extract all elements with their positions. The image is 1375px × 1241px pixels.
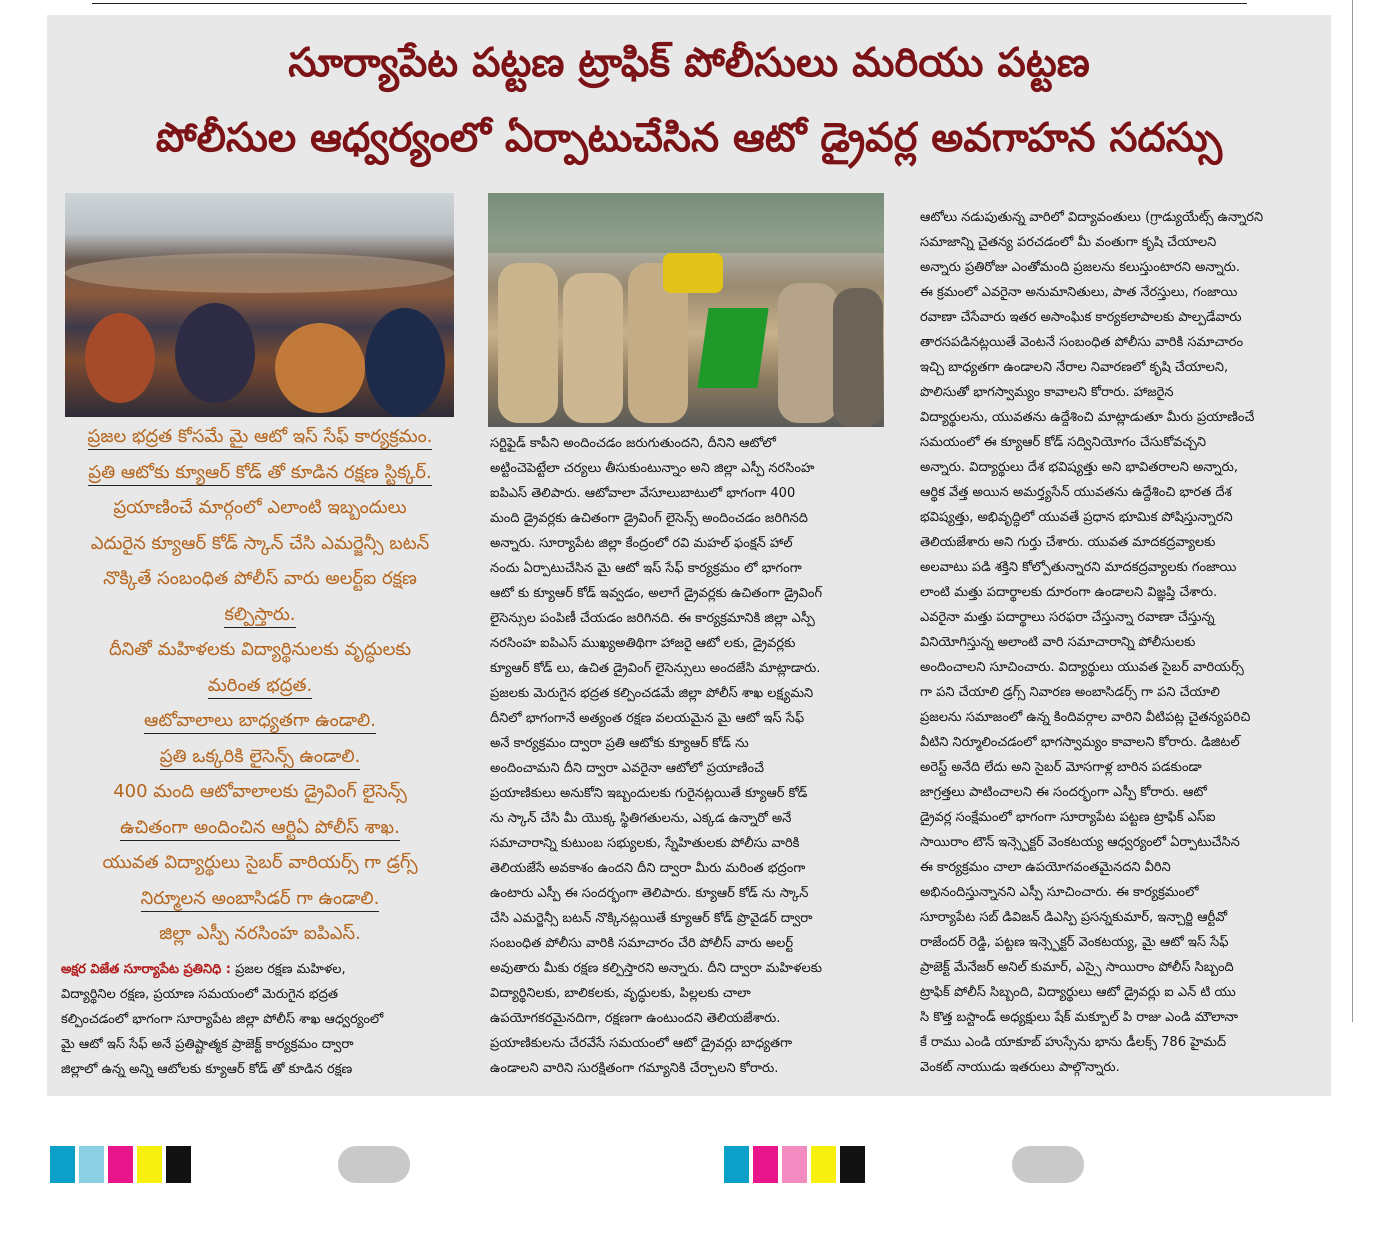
top-rule xyxy=(92,3,1247,4)
article-line: నందు ఏర్పాటుచేసిన మై ఆటో ఇస్ సేఫ్ కార్యక్రమం లో భాగంగా xyxy=(490,561,802,576)
article-line: విద్యార్థినిల రక్షణ, ప్రయాణ సమయంలో మెరుగైన భద్రత xyxy=(61,987,338,1002)
article-line: గా పని చేయాలి డ్రగ్స్ నివారణ అంబాసిడర్స్ గా పని చేయాలి xyxy=(920,685,1220,700)
caption-line: దీనితో మహిళలకు విద్యార్థినులకు వృద్ధులకు xyxy=(108,639,412,660)
article-line: అన్నారు. విద్యార్థులు దేశ భవిష్యత్తు అని భావితరాలని అన్నారు, xyxy=(920,460,1238,475)
article-line: ఆర్థిక వేత్త అయిన అమర్త్యసేన్ యువతను ఉద్దేశించి భారత దేశ xyxy=(920,485,1232,500)
article-line: మై ఆటో ఇస్ సేఫ్ అనే ప్రతిష్టాత్మక ప్రాజెక్ట్ కార్యక్రమం ద్వారా xyxy=(61,1037,354,1052)
article-line: సంబంధిత పోలీసు వారికి సమాచారం చేరి పోలీస్ వారు అలర్ట్ xyxy=(490,936,794,951)
article-line: ప్రజలకు మెరుగైన భద్రత కల్పించడమే జిల్లా పోలీస్ శాఖ లక్ష్యమని xyxy=(490,686,814,701)
article-column-2 xyxy=(490,431,883,1081)
article-line: డ్రైవర్ల సంక్షేమంలో భాగంగా సూర్యాపేట పట్టణ ట్రాఫిక్ ఎస్ఐ xyxy=(920,810,1216,825)
color-swatch xyxy=(753,1146,778,1183)
article-line: చేసి ఎమర్జెన్సీ బటన్ నొక్కినట్లయితే క్యూఆర్ కోడ్ ప్రొవైడర్ ద్వారా xyxy=(490,911,813,926)
article-line: అరెస్ట్ అనేది లేదు అని సైబర్ మోసగాళ్ల బారిన పడకుండా xyxy=(920,760,1202,775)
article-line: ఈ క్రమంలో ఎవరైనా అనుమానితులు, పాత నేరస్తులు, గంజాయి xyxy=(920,285,1238,300)
article-line: సూర్యాపేట సబ్ డివిజన్ డిఎస్పి ప్రసన్నకుమార్, ఇన్చార్జి ఆర్టీవో xyxy=(920,910,1228,925)
flag-off-photo xyxy=(488,193,884,427)
article-line: తారసపడినట్లయితే వెంటనే సంబంధిత పోలీసు వారికి సమాచారం xyxy=(920,335,1244,350)
article-line: జిల్లాలో ఉన్న అన్ని ఆటోలకు క్యూఆర్ కోడ్ తో కూడిన రక్షణ xyxy=(61,1062,353,1077)
article-line: అవుతారు మీకు రక్షణ కల్పిస్తారని అన్నారు. దీని ద్వారా మహిళలకు xyxy=(490,961,822,976)
article-line: వీటిని నిర్మూలించడంలో భాగస్వామ్యం కావాలని కోరారు. డిజిటల్ xyxy=(920,735,1240,750)
registration-pill-right xyxy=(1012,1146,1084,1183)
caption-line: ఎదురైన క్యూఆర్ కోడ్ స్కాన్ చేసి ఎమర్జెన్సీ బటన్ xyxy=(90,532,430,554)
article-line: మంది డ్రైవర్లకు ఉచితంగా డ్రైవింగ్ లైసెన్స్ అందించడం జరిగినది xyxy=(490,511,808,526)
article-line: అనే కార్యక్రమం ద్వారా ప్రతి ఆటోకు క్యూఆర్ కోడ్ ను xyxy=(490,736,749,751)
article-line: ఉంటారు ఎస్పీ ఈ సందర్భంగా తెలిపారు. క్యూఆర్ కోడ్ ను స్కాన్ xyxy=(490,886,809,901)
article-line: వినియోగిస్తున్న అలాంటి వారి సమాచారాన్ని పోలీసులకు xyxy=(920,635,1196,650)
article-line: ప్రయాణికులను చేరవేసే సమయంలో ఆటో డ్రైవర్లు బాధ్యతగా xyxy=(490,1036,793,1051)
article-panel xyxy=(47,15,1331,1096)
caption-line: ప్రయాణించే మార్గంలో ఎలాంటి ఇబ్బందులు xyxy=(113,497,407,518)
article-line: తెలియజేశారు అని గుర్తు చేశారు. యువత మాదకద్రవ్యాలకు xyxy=(920,535,1216,550)
article-line: పొలిసుతో భాగస్వామ్యం కావాలని కోరారు. హాజరైన xyxy=(920,385,1174,400)
article-line: సాయిరాం టౌన్ ఇన్స్పెక్టర్ వెంకటయ్య ఆధ్వర్యంలో ఏర్పాటుచేసిన xyxy=(920,835,1240,850)
article-line: సమాజాన్ని చైతన్య పరచడంలో మీ వంతుగా కృషి చేయాలని xyxy=(920,235,1217,250)
article-line: విద్యార్థులను, యువతను ఉద్దేశించి మాట్లాడుతూ మీరు ప్రయాణించే xyxy=(920,410,1255,425)
article-line: ఇచ్చి బాధ్యతగా ఉండాలని నేరాల నివారణలో కృషి చేయాలని, xyxy=(920,360,1229,375)
highlight-captions xyxy=(61,419,459,952)
caption-line: ఆటోవాలాలు బాధ్యతగా ఉండాలి. xyxy=(61,703,459,739)
green-flag xyxy=(697,308,768,388)
caption-line: నిర్మూలన అంబాసిడర్ గా ఉండాలి. xyxy=(61,881,459,917)
caption-line: నొక్కితే సంబంధిత పోలీస్ వారు అలర్ట్ఐ రక్షణ xyxy=(103,568,417,589)
caption-line: కల్పిస్తారు. xyxy=(61,597,459,633)
article-line: ఆటోలు నడుపుతున్న వారిలో విద్యావంతులు (గ్రాడ్యుయేట్స్ ఉన్నారని xyxy=(920,210,1264,225)
color-swatch xyxy=(811,1146,836,1183)
article-column-3 xyxy=(920,205,1316,1080)
article-line: వెంకట్ నాయుడు ఇతరులు పాల్గొన్నారు. xyxy=(920,1060,1120,1075)
caption-line: జిల్లా ఎస్పీ నరసింహ ఐపిఎస్. xyxy=(159,923,361,944)
article-line: అందించాలని సూచించారు. విద్యార్థులు యువత సైబర్ వారియర్స్ xyxy=(920,660,1244,675)
color-swatch xyxy=(724,1146,749,1183)
article-line: సమయంలో ఈ క్యూఆర్ కోడ్ సద్వినియోగం చేసుకోవచ్చని xyxy=(920,435,1206,450)
article-line: ట్రాఫిక్ పోలీస్ సిబ్బంది, విద్యార్థులు ఆటో డ్రైవర్లు ఐ ఎన్ టి యు xyxy=(920,985,1236,1000)
article-line: అన్నారు. సూర్యాపేట జిల్లా కేంద్రంలో రవి మహల్ ఫంక్షన్ హాల్ xyxy=(490,536,793,551)
article-line: కే రాము ఎండి యాకూబ్ హుస్సేను భాను డీలక్స్ 786 హైమద్ xyxy=(920,1035,1227,1050)
caption-line: 400 మంది ఆటోవాలాలకు డ్రైవింగ్ లైసెన్స్ xyxy=(113,781,407,802)
article-line: అందించామని దీని ద్వారా ఎవరైనా ఆటోలో ప్రయాణించే xyxy=(490,761,765,776)
article-line: క్యూఆర్ కోడ్ లు, ఉచిత డ్రైవింగ్ లైసెన్సులు అందజేసి మాట్లాడారు. xyxy=(490,661,821,676)
article-line: లైసెన్సుల పంపిణీ చేయడం జరిగినది. ఈ కార్యక్రమానికి జిల్లా ఎస్పీ xyxy=(490,611,815,626)
article-line: భవిష్యత్తు, అభివృద్ధిలో యువతే ప్రధాన భూమిక పోషిస్తున్నారని xyxy=(920,510,1233,525)
article-line: అన్నారు ప్రతిరోజు ఎంతోమంది ప్రజలను కలుస్తుంటారని అన్నారు. xyxy=(920,260,1241,275)
article-line: ప్రాజెక్ట్ మేనేజర్ అనిల్ కుమార్, ఎస్సై సాయిరాం పోలీస్ సిబ్బంది xyxy=(920,960,1234,975)
caption-line: ప్రజల భద్రత కోసమే మై ఆటో ఇస్ సేఫ్ కార్యక్రమం. xyxy=(61,419,459,455)
article-line: రాజేందర్ రెడ్డి, పట్టణ ఇన్స్పెక్టర్ వెంకటయ్య, మై ఆటో ఇస్ సేఫ్ xyxy=(920,935,1229,950)
article-line: జాగ్రత్తలు పాటించాలని ఈ సందర్భంగా ఎస్పీ కోరారు. ఆటో xyxy=(920,785,1207,800)
dateline: అక్షర విజేత సూర్యాపేట ప్రతినిధి : xyxy=(61,962,231,977)
page-edge-rule xyxy=(1352,0,1353,1022)
article-line: రవాణా చేసేవారు ఇతర అసాంఘిక కార్యకలాపాలకు పాల్పడేవారు xyxy=(920,310,1242,325)
caption-line: ఉచితంగా అందించిన ఆర్టిఏ పోలీస్ శాఖ. xyxy=(61,810,459,846)
article-line: ఎవరైనా మత్తు పదార్థాలు సరఫరా చేస్తున్నా రవాణా చేస్తున్న xyxy=(920,610,1215,625)
color-swatch xyxy=(840,1146,865,1183)
article-line: దీనిలో భాగంగానే అత్యంత రక్షణ వలయమైన మై ఆటో ఇస్ సేఫ్ xyxy=(490,711,805,726)
article-line: అలవాటు పడి శక్తిని కోల్పోతున్నారని మాదకద్రవ్యాలకు గంజాయి xyxy=(920,560,1237,575)
article-line: సమాచారాన్ని కుటుంబ సభ్యులకు, స్నేహితులకు పోలీసు వారికి xyxy=(490,836,800,851)
article-line: అట్టించెపెట్టేలా చర్యలు తీసుకుంటున్నాం అని జిల్లా ఎస్పీ నరసింహ xyxy=(490,461,815,476)
article-line: ఈ కార్యక్రమం చాలా ఉపయోగవంతమైనదని వీరిని xyxy=(920,860,1171,875)
color-swatch xyxy=(166,1146,191,1183)
color-swatch xyxy=(108,1146,133,1183)
color-swatch xyxy=(782,1146,807,1183)
article-line: ను స్కాన్ చేసి మీ యొక్క స్థితిగతులను, ఎక్కడ ఉన్నారో అనే xyxy=(490,811,792,826)
article-line: ఆటో కు క్యూఆర్ కోడ్ ఇవ్వడం, అలాగే డ్రైవర్లకు ఉచితంగా డ్రైవింగ్ xyxy=(490,586,823,601)
article-line: నరసింహ ఐపిఎస్ ముఖ్యఅతిథిగా హాజరై ఆటో లకు, డ్రైవర్లకు xyxy=(490,636,796,651)
audience-photo xyxy=(65,193,454,417)
article-line: విద్యార్థినిలకు, బాలికలకు, వృద్ధులకు, పిల్లలకు చాలా xyxy=(490,986,751,1001)
color-swatch xyxy=(137,1146,162,1183)
headline-line-1: సూర్యాపేట పట్టణ ట్రాఫిక్ పోలీసులు మరియు పట్టణ xyxy=(288,40,1090,86)
article-line: తెలియజేసే అవకాశం ఉందని దీని ద్వారా మీరు మరింత భద్రంగా xyxy=(490,861,806,876)
article-line: సర్టిఫైడ్ కాపీని అందించడం జరుగుతుందని, దీనిని ఆటోలో xyxy=(490,436,776,451)
caption-line: మరింత భద్రత. xyxy=(61,668,459,704)
article-line: ఐపిఎస్ తెలిపారు. ఆటోవాలా వేసూలుబాటులో భాగంగా 400 xyxy=(490,486,796,501)
article-line: ఉపయోగకరమైనదిగా, రక్షణగా ఉంటుందని తెలియజేశారు. xyxy=(490,1011,781,1026)
article-line: అక్షర విజేత సూర్యాపేట ప్రతినిధి : ప్రజల రక్షణ మహిళల, xyxy=(61,962,346,977)
article-line: కల్పించడంలో భాగంగా సూర్యాపేట జిల్లా పోలీస్ శాఖ ఆధ్వర్యంలో xyxy=(61,1012,384,1027)
article-line: ఉండాలని వారిని సురక్షితంగా గమ్యానికి చేర్చాలని కోరారు. xyxy=(490,1061,779,1076)
article-line: సి కొత్త బస్టాండ్ అధ్యక్షులు షేక్ మక్బూల్ పి రాజు ఎండి మౌలానా xyxy=(920,1010,1238,1025)
headline-line-2: పోలీసుల ఆధ్వర్యంలో ఏర్పాటుచేసిన ఆటో డ్రైవర్ల అవగాహన సదస్సు xyxy=(155,115,1223,161)
registration-pill-left xyxy=(338,1146,410,1183)
caption-line: ప్రతి ఒక్కరికి లైసెన్స్ ఉండాలి. xyxy=(61,739,459,775)
article-line: అభినందిస్తున్నానని ఎస్పీ సూచించారు. ఈ కార్యక్రమంలో xyxy=(920,885,1199,900)
article-line: లాంటి మత్తు పదార్థాలకు దూరంగా ఉండాలని విజ్ఞప్తి చేశారు. xyxy=(920,585,1218,600)
color-swatch xyxy=(50,1146,75,1183)
article-line: ప్రజలను సమాజంలో ఉన్న కిందివర్గాల వారిని వీటిపట్ల చైతన్యపరిచి xyxy=(920,710,1251,725)
article-column-1 xyxy=(61,957,457,1082)
color-swatch xyxy=(79,1146,104,1183)
caption-line: ప్రతి ఆటోకు క్యూఆర్ కోడ్ తో కూడిన రక్షణ స్టిక్కర్. xyxy=(61,455,459,491)
caption-line: యువత విద్యార్థులు సైబర్ వారియర్స్ గా డ్రగ్స్ xyxy=(102,852,418,873)
article-line: ప్రయాణికులు అనుకోని ఇబ్బందులకు గురైనట్లయితే క్యూఆర్ కోడ్ xyxy=(490,786,808,801)
